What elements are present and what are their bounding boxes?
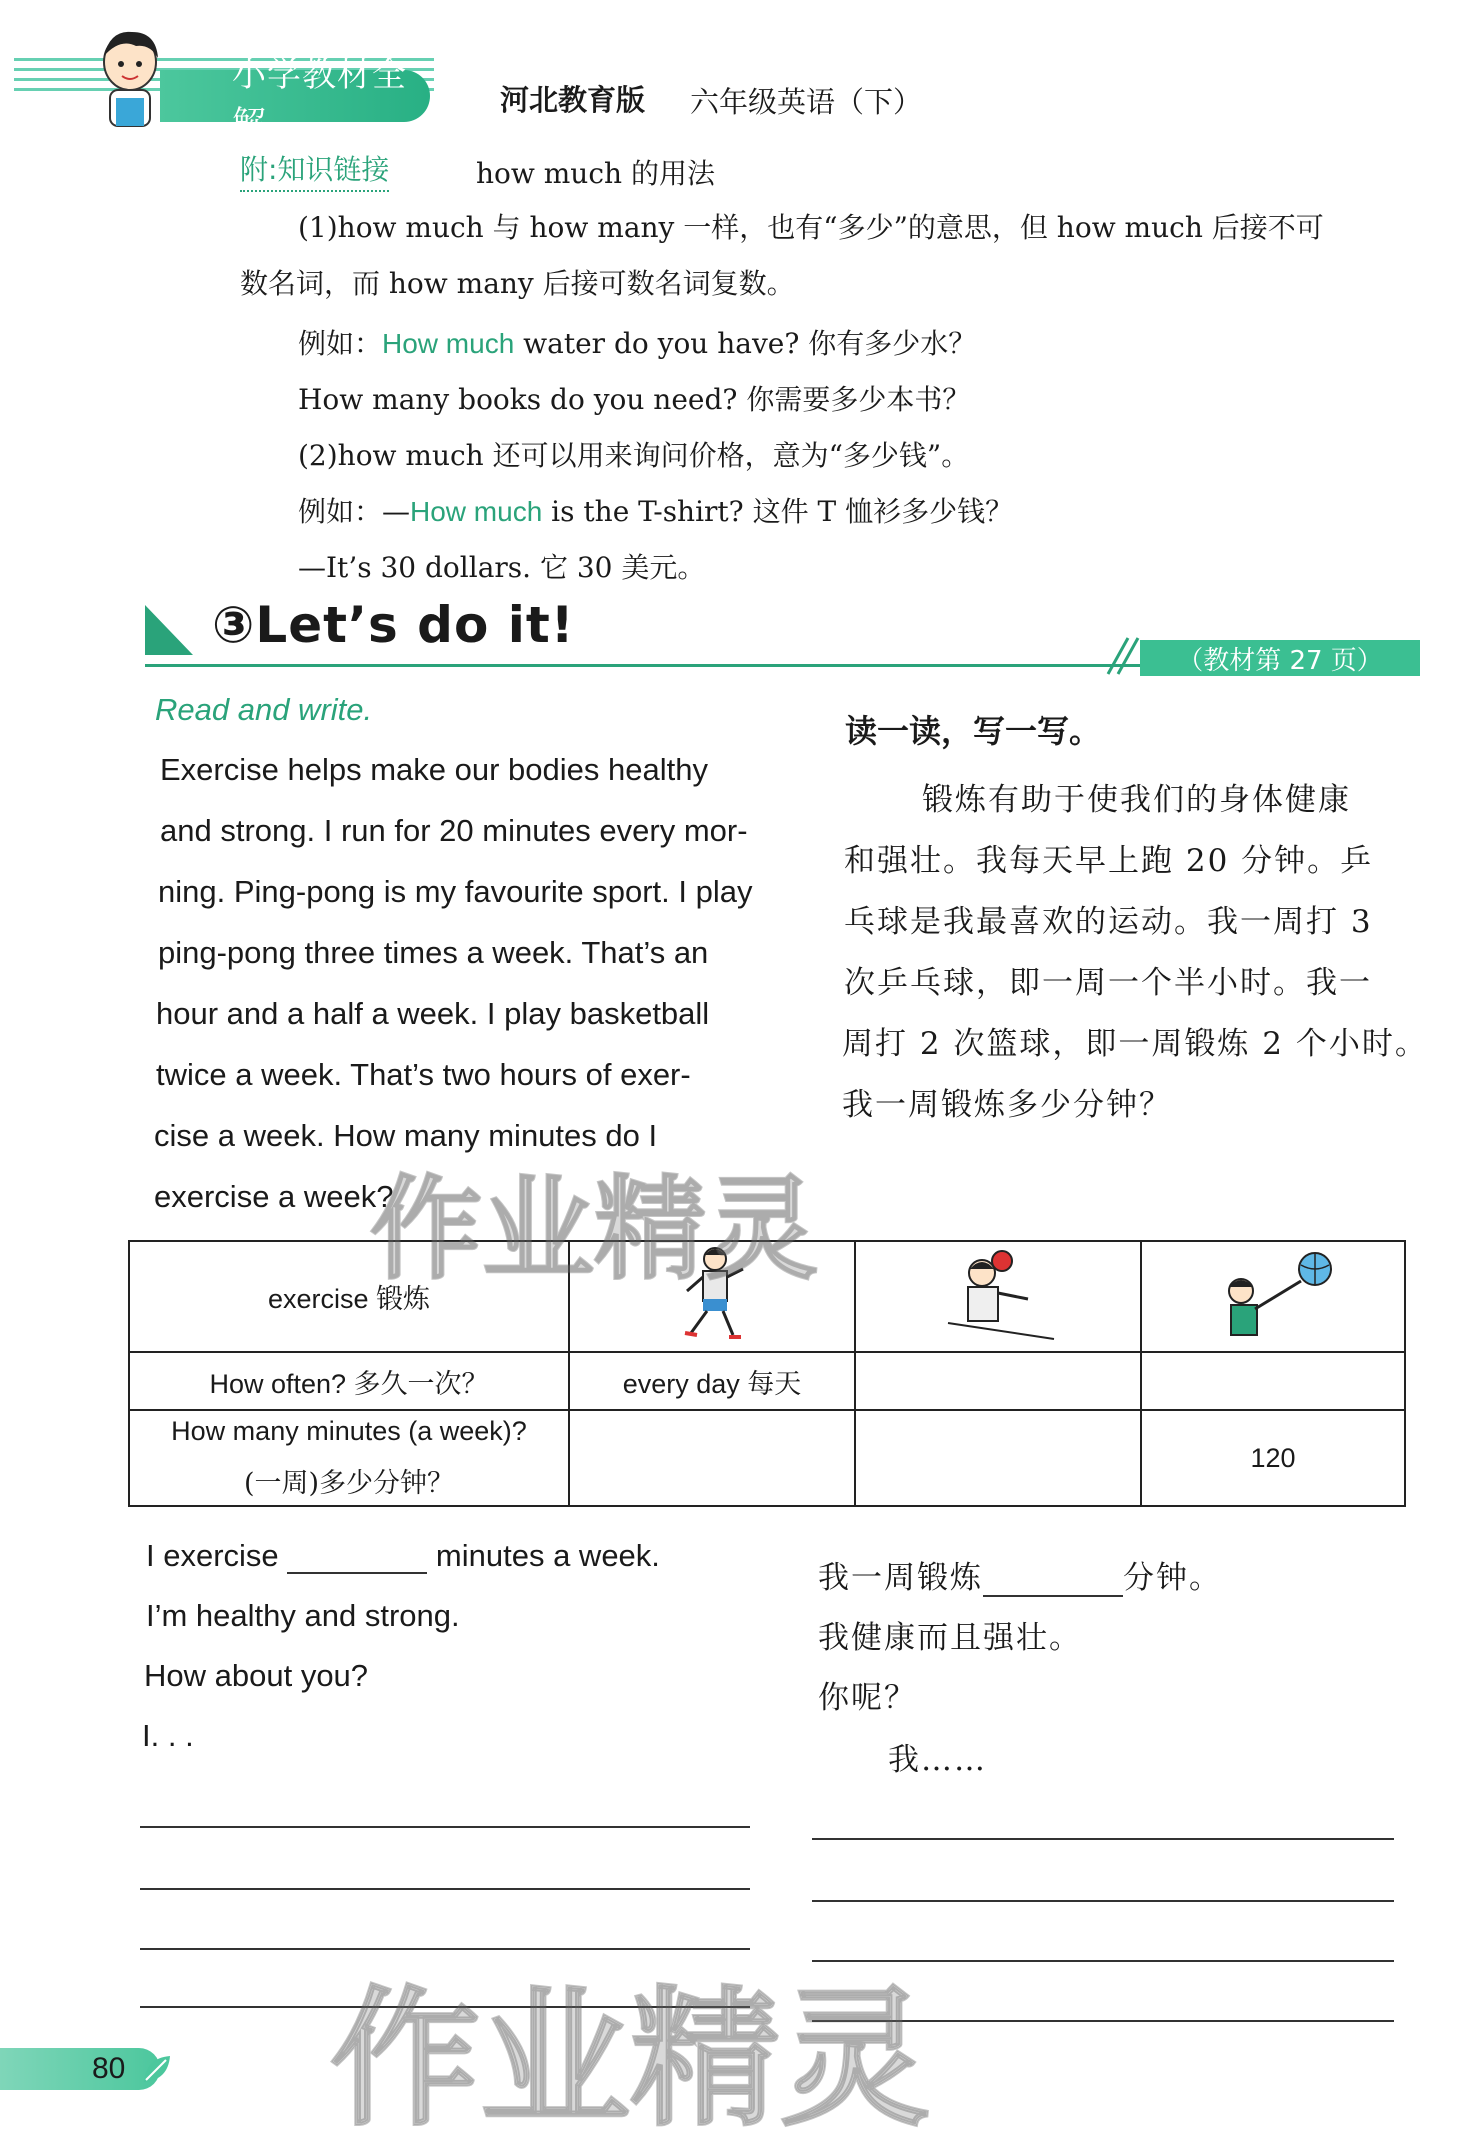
passage-zh-line: 和强壮。我每天早上跑 20 分钟。乒 <box>844 843 1374 879</box>
leaf-icon <box>140 2052 174 2086</box>
watermark: 作业精灵 <box>370 1165 818 1295</box>
passage-zh-line: 周打 2 次篮球，即一周锻炼 2 个小时。 <box>842 1026 1428 1062</box>
cell-value <box>1141 1352 1405 1410</box>
answer-text: minutes a week. <box>435 1538 660 1573</box>
answer-zh-2: 我健康而且强壮。 <box>818 1620 1082 1656</box>
answer-zh-3: 你呢？ <box>818 1680 917 1716</box>
writing-line[interactable] <box>140 1888 750 1890</box>
knowledge-point-2: (2)how much 还可以用来询问价格，意为“多少钱”。 <box>298 439 970 472</box>
example-rest: water do you have? 你有多少水？ <box>514 327 977 360</box>
passage-en-line: hour and a half a week. I play basketball <box>156 996 710 1031</box>
highlight-how-much: How much <box>410 496 543 527</box>
answer-text: 分钟。 <box>1123 1560 1222 1596</box>
answer-en-2: I’m healthy and strong. <box>146 1598 460 1633</box>
answer-blank[interactable] <box>983 1567 1123 1597</box>
answer-en-1 <box>146 1538 660 1574</box>
passage-zh-line: 次乒乓球，即一周一个半小时。我一 <box>844 965 1372 1001</box>
cell-value <box>855 1410 1141 1506</box>
series-banner <box>160 55 430 144</box>
passage-en-line: and strong. I run for 20 minutes every mor- <box>160 813 748 848</box>
book-title: 六年级英语（下） <box>690 85 923 119</box>
answer-text: 我一周锻炼 <box>818 1560 983 1596</box>
example-rest: is the T-shirt? 这件 T 恤衫多少钱？ <box>542 495 1014 528</box>
footer-bar <box>0 2048 160 2090</box>
instruction-en: Read and write. <box>155 692 373 727</box>
cell-value <box>569 1410 855 1506</box>
writing-line[interactable] <box>812 1838 1394 1840</box>
section-title: ③Let’s do it! <box>212 596 575 654</box>
section-slash-decor <box>1100 636 1140 676</box>
answer-text: I exercise <box>146 1538 279 1573</box>
section-triangle-icon <box>145 605 195 657</box>
watermark: 作业精灵 <box>330 1973 931 2147</box>
series-title: 小学教材全解 <box>232 55 407 144</box>
passage-en-line: twice a week. That’s two hours of exer- <box>156 1057 691 1092</box>
writing-line[interactable] <box>812 1900 1394 1902</box>
publisher: 河北教育版 <box>500 83 646 117</box>
cell-value: 120 <box>1141 1410 1405 1506</box>
passage-zh-line: 我一周锻炼多少分钟？ <box>842 1087 1172 1123</box>
basketball-boy-icon <box>1203 1243 1343 1343</box>
cell-value <box>855 1352 1141 1410</box>
cell-value: every day 每天 <box>569 1352 855 1410</box>
passage-en-line: Exercise helps make our bodies healthy <box>160 752 708 787</box>
passage-en-line: exercise a week? <box>154 1179 394 1214</box>
example-2: How many books do you need? 你需要多少本书？ <box>298 383 971 416</box>
example-3 <box>298 490 1013 530</box>
passage-en-line: ping-pong three times a week. That’s an <box>158 935 709 970</box>
answer-en-3: How about you? <box>144 1658 369 1693</box>
table-header-label: exercise 锻炼 <box>129 1241 569 1352</box>
knowledge-line-2: 数名词，而 how many 后接可数名词复数。 <box>240 267 795 300</box>
basketball-image-cell <box>1141 1241 1405 1352</box>
writing-line[interactable] <box>140 1826 750 1828</box>
knowledge-link-label: 附:知识链接 <box>240 148 389 192</box>
answer-blank[interactable] <box>287 1544 427 1574</box>
knowledge-link-title: how much 的用法 <box>476 157 715 190</box>
table-row <box>129 1352 1405 1410</box>
row-label-how-many-minutes <box>129 1410 569 1506</box>
pingpong-image-cell <box>855 1241 1141 1352</box>
highlight-how-much: How much <box>382 328 515 359</box>
answer-zh-1 <box>818 1552 1222 1597</box>
answer-en-4: I. . . <box>142 1718 194 1753</box>
example-4: —It’s 30 dollars. 它 30 美元。 <box>298 551 706 584</box>
row-label-how-often: How often? 多久一次？ <box>129 1352 569 1410</box>
example-prefix: 例如：— <box>298 495 411 528</box>
passage-zh-line: 乓球是我最喜欢的运动。我一周打 3 <box>844 904 1373 940</box>
passage-en-line: ning. Ping-pong is my favourite sport. I play <box>158 874 753 909</box>
pingpong-boy-icon <box>938 1243 1058 1343</box>
example-1 <box>298 322 976 362</box>
page-number: 80 <box>92 2052 126 2085</box>
example-prefix: 例如： <box>298 327 383 360</box>
row-label-en: How many minutes (a week)? <box>171 1416 527 1446</box>
passage-en-line: cise a week. How many minutes do I <box>154 1118 658 1153</box>
table-row <box>129 1410 1405 1506</box>
mascot-boy-icon <box>80 24 180 134</box>
textbook-page-ref: （教材第 27 页） <box>1140 640 1420 676</box>
knowledge-line-1: (1)how much 与 how many 一样，也有“多少”的意思，但 how much 后接不可 <box>298 211 1324 244</box>
passage-zh-line: 锻炼有助于使我们的身体健康 <box>922 782 1351 818</box>
row-label-zh: (一周)多少分钟？ <box>243 1468 455 1499</box>
answer-zh-4: 我…… <box>888 1742 987 1778</box>
instruction-zh: 读一读，写一写。 <box>845 712 1102 750</box>
